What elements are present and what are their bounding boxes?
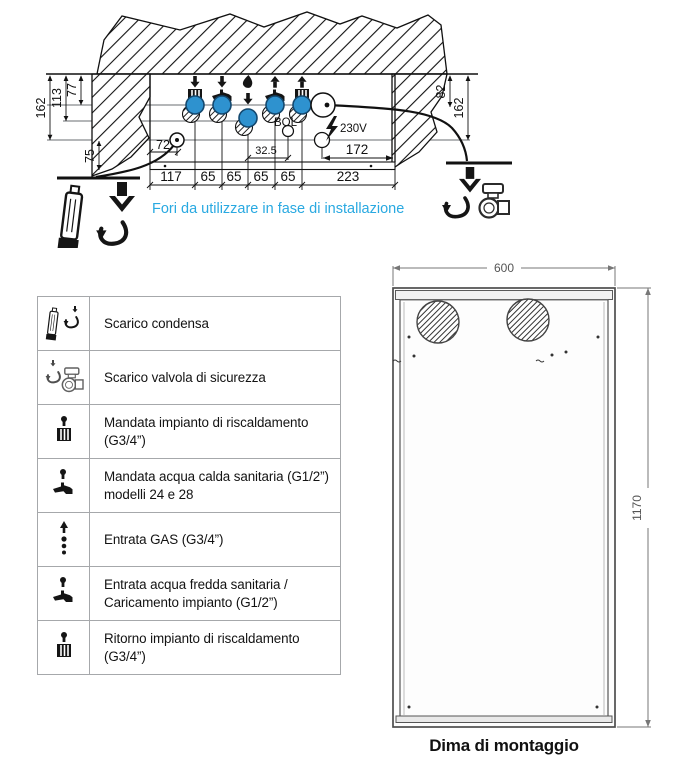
legend-row-text: Entrata acqua fredda sanitaria / Caricamento impianto (G1/2”) (104, 577, 288, 610)
safety-valve-drain-icon (38, 351, 90, 404)
hole-dhw-flow (210, 96, 232, 123)
legend-row (38, 297, 340, 350)
condensate-trap-icon (58, 185, 86, 248)
dim-power-offset: 172 (345, 142, 369, 157)
legend-row-text: Mandata impianto di riscaldamento (G3/4”) (104, 415, 309, 448)
template-caption: Dima di montaggio (429, 736, 579, 755)
condensate-drain-group (57, 178, 140, 248)
dim-bottom-3: 65 (253, 169, 269, 184)
legend-row (38, 566, 340, 620)
dim-bottom-2: 65 (226, 169, 242, 184)
template-body (393, 288, 615, 727)
safety-valve-drain-group (442, 163, 512, 218)
dim-left-top: 77 (65, 83, 79, 97)
dim-bottom-5: 223 (336, 169, 360, 184)
bol-label: BOL (274, 117, 298, 129)
installation-caption: Fori da utilizzare in fase di installazione (152, 201, 405, 217)
dhw-flow-icon (38, 459, 90, 512)
dim-gas-offset: 32.5 (255, 145, 277, 157)
legend-row (38, 350, 340, 404)
cold-water-inlet-icon (38, 567, 90, 620)
legend-row (38, 404, 340, 458)
mounting-template-drawing (378, 246, 682, 738)
voltage-label: 230V (340, 123, 367, 135)
heating-return-icon (38, 621, 90, 674)
legend-row-text: Mandata acqua calda sanitaria (G1/2”) modelli 24 e 28 (104, 469, 329, 502)
gas-inlet-icon (38, 513, 90, 566)
legend-row (38, 620, 340, 674)
bol-hole (274, 117, 298, 137)
legend-row (38, 458, 340, 512)
dim-bottom-0: 117 (160, 169, 182, 184)
drain-trap-icon (96, 222, 126, 244)
legend-row-text: Scarico valvola di sicurezza (104, 369, 266, 385)
dim-right-top: 82 (434, 84, 448, 99)
legend-row-text: Scarico condensa (104, 315, 209, 331)
bottom-dimension-chain (147, 182, 398, 188)
dim-bottom-4: 65 (280, 169, 296, 184)
hole-gas (236, 109, 258, 136)
dim-left-total: 162 (34, 97, 48, 119)
condensate-drain-icon (38, 297, 90, 350)
template-height-label: 1170 (630, 495, 644, 521)
legend-row-text: Entrata GAS (G3/4”) (104, 531, 224, 547)
down-arrow-icon (459, 167, 481, 193)
legend-table (37, 296, 341, 675)
legend-row-text: Ritorno impianto di riscaldamento (G3/4”) (104, 631, 300, 664)
installation-diagram (0, 0, 691, 248)
dim-left-mid: 113 (50, 88, 64, 108)
down-arrow-icon (109, 182, 135, 212)
safety-valve-icon (480, 184, 510, 218)
heating-flow-icon (38, 405, 90, 458)
dim-bottom-1: 65 (200, 169, 216, 184)
legend-row (38, 512, 340, 566)
flue-opening-left (417, 301, 459, 343)
dim-condensate-offset: 72 (156, 138, 170, 152)
lightning-icon (326, 116, 338, 141)
dim-left-lower: 75 (83, 149, 97, 163)
template-width-label: 600 (493, 261, 515, 275)
hole-heating-flow (183, 96, 205, 123)
drain-trap-icon (442, 198, 468, 217)
gas-flame-icon (243, 75, 253, 105)
dim-right-total: 162 (452, 97, 466, 119)
flue-opening-right (507, 299, 549, 341)
